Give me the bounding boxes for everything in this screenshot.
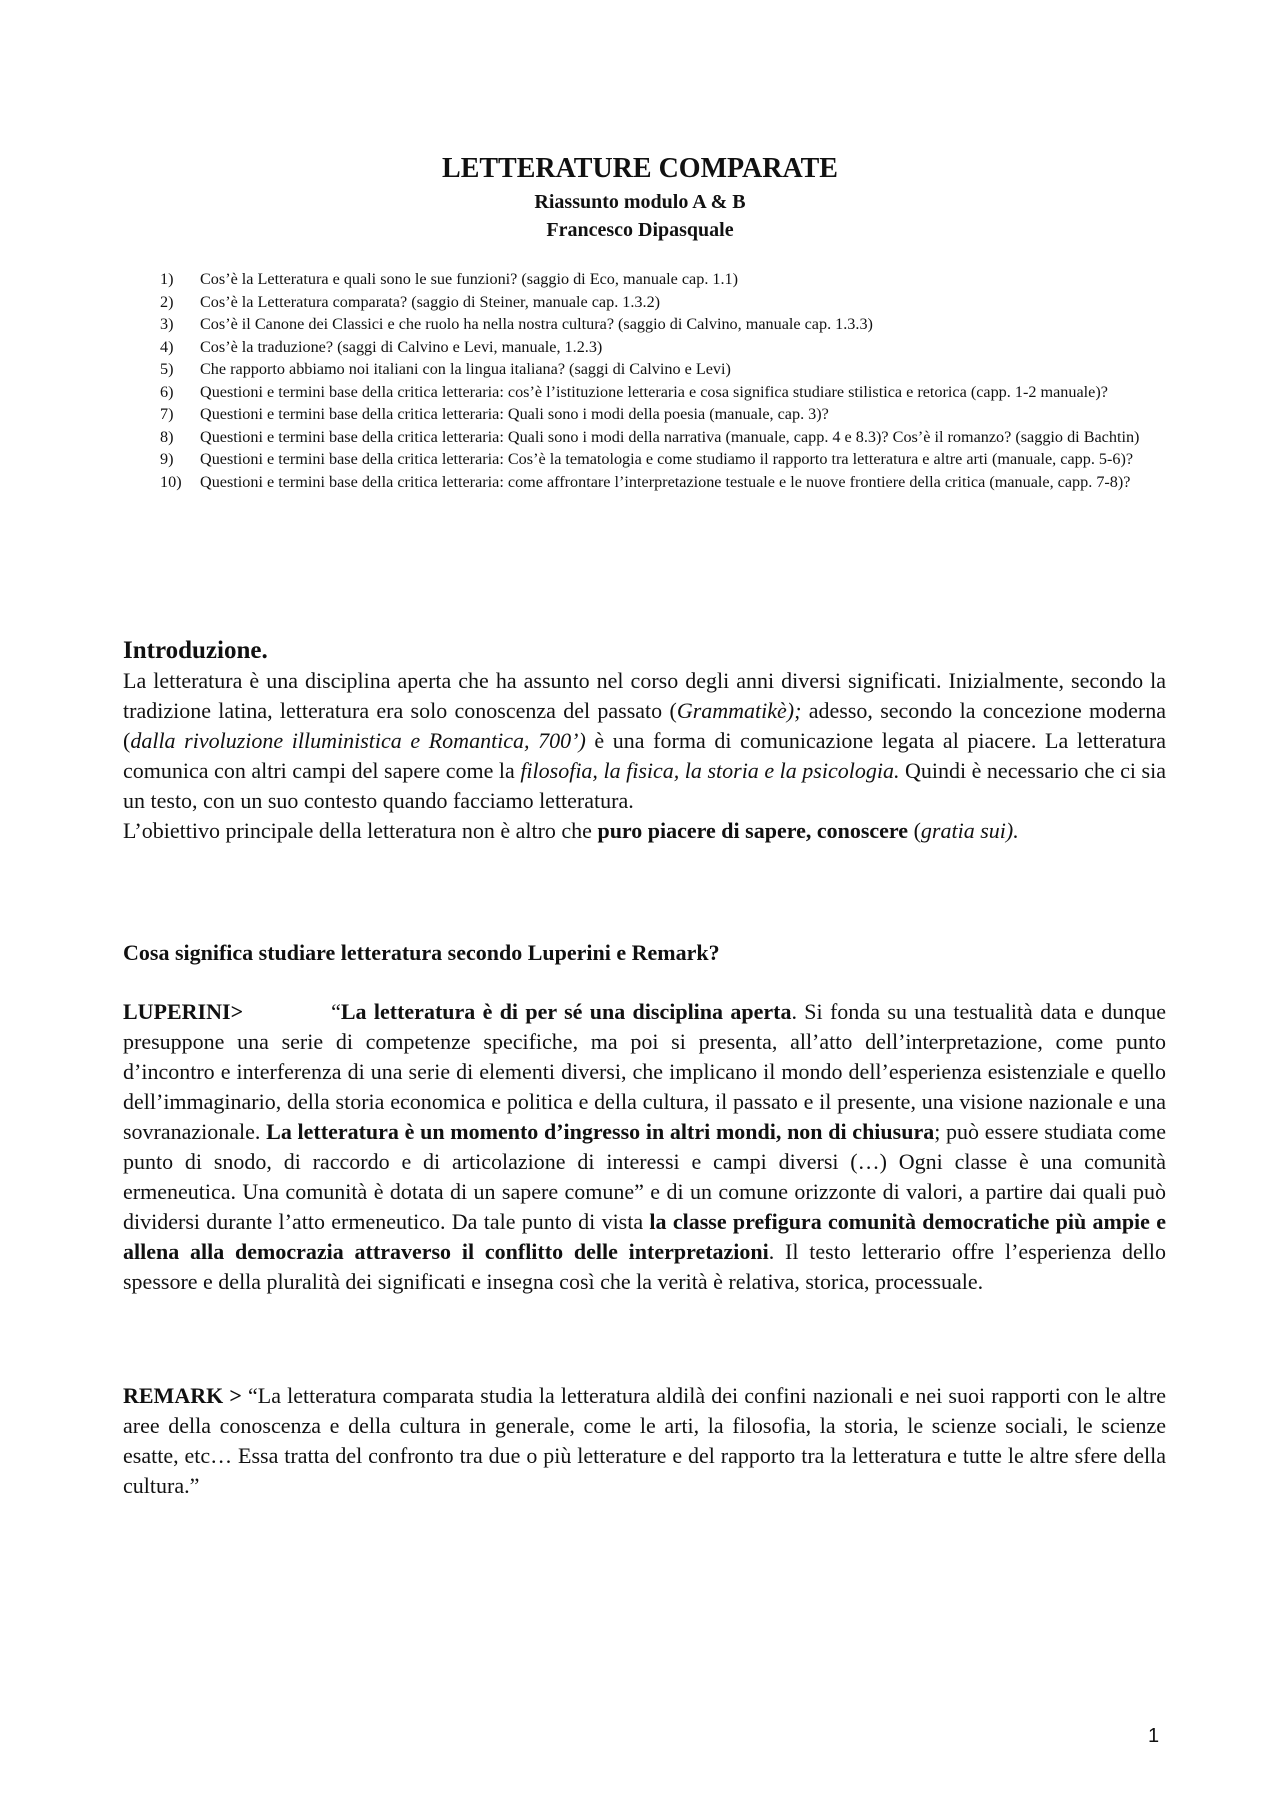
- intro-text: Quindi è necessario che ci sia un testo, con un suo contesto quando facciamo letteratura.: [123, 758, 1166, 813]
- luperini-bold-text: La letteratura è un momento d’ingresso in altri mondi, non di chiusura: [266, 1119, 935, 1144]
- list-item: [160, 381, 1150, 404]
- intro-italic-text: Grammatikè);: [676, 698, 802, 723]
- list-item: [160, 403, 1150, 426]
- list-item-text: Che rapporto abbiamo noi italiani con la lingua italiana? (saggi di Calvino e Levi): [200, 360, 731, 378]
- intro-paragraph: [123, 666, 1166, 846]
- remark-label: REMARK >: [123, 1383, 242, 1408]
- list-item-number: 1): [160, 270, 174, 288]
- list-item-text: Questioni e termini base della critica letteraria: come affrontare l’interpretazione testuale e le nuove frontiere della critica (manuale, capp. 7-8)?: [200, 472, 1131, 491]
- list-item-number: 7): [160, 405, 174, 423]
- list-item: [160, 426, 1150, 449]
- page-number: 1: [1148, 1725, 1160, 1747]
- intro-text: adesso, secondo la concezione moderna (: [123, 698, 1166, 753]
- list-item: [160, 448, 1150, 471]
- list-item-text: Questioni e termini base della critica letteraria: Quali sono i modi della poesia (manuale, cap. 3)?: [200, 405, 829, 423]
- luperini-text: ; può essere studiata come punto di snodo, di raccordo e di articolazione di interessi e campi diversi (…) Ogni classe è una comunità ermeneutica. Una comunità è dotata di un sapere comune” e di un comune orizzonte di valori, a partire dai quali può dividersi durante l’atto ermeneutico. Da tale punto di vista: [123, 1119, 1166, 1234]
- list-item-text: Cos’è il Canone dei Classici e che ruolo ha nella nostra cultura? (saggio di Calvino, manuale cap. 1.3.3): [200, 315, 873, 333]
- document-author: Francesco Dipasquale: [546, 219, 734, 241]
- intro-italic-text: gratia sui).: [920, 818, 1019, 843]
- document-subtitle: Riassunto modulo A & B: [534, 191, 746, 213]
- intro-italic-text: dalla rivoluzione illuministica e Romantica, 700’): [130, 728, 586, 753]
- luperini-paragraph: [123, 997, 1166, 1297]
- list-item: [160, 358, 1150, 381]
- remark-paragraph: [123, 1381, 1166, 1501]
- list-item-number: 10): [160, 472, 182, 491]
- list-item-number: 5): [160, 360, 174, 378]
- document-header: [0, 150, 1280, 244]
- list-item-text: Cos’è la traduzione? (saggi di Calvino e Levi, manuale, 1.2.3): [200, 337, 603, 356]
- intro-bold-text: puro piacere di sapere, conoscere: [597, 818, 909, 843]
- luperini-bold-text: La letteratura è di per sé una disciplina aperta: [340, 999, 792, 1024]
- intro-text: è una forma di comunicazione legata al piacere. La letteratura comunica con altri campi del sapere come la: [123, 728, 1166, 783]
- luperini-bold-text: la classe prefigura comunità democratiche più ampie e allena alla democrazia attraverso il conflitto delle interpretazioni: [123, 1209, 1166, 1264]
- list-item-number: 6): [160, 382, 174, 401]
- luperini-text: . Si fonda su una testualità data e dunque presuppone una serie di competenze specifiche, ma poi si presenta, all’atto dell’interpretazione, come punto d’incontro e interferenza di una serie di elementi diversi, che implicano il mondo dell’esperienza esistenziale e quello dell’immaginario, della storia economica e politica e della cultura, il passato e il presente, una visione nazionale e una sovranazionale.: [123, 999, 1166, 1144]
- list-item-number: 2): [160, 292, 174, 311]
- intro-text: (: [908, 818, 921, 843]
- section-question: Cosa significa studiare letteratura secondo Luperini e Remark?: [123, 940, 720, 965]
- list-item: [160, 291, 1150, 314]
- list-item-text: Cos’è la Letteratura comparata? (saggio di Steiner, manuale cap. 1.3.2): [200, 292, 661, 311]
- list-item-number: 4): [160, 337, 174, 356]
- list-item-number: 8): [160, 427, 174, 446]
- luperini-text: . Il testo letterario offre l’esperienza dello spessore e della pluralità dei significati e insegna così che la verità è relativa, storica, processuale.: [123, 1239, 1166, 1294]
- list-item: [160, 313, 1150, 336]
- intro-text: L’obiettivo principale della letteratura non è altro che: [123, 818, 598, 843]
- intro-italic-text: filosofia, la fisica, la storia e la psicologia.: [520, 758, 900, 783]
- list-item-text: Questioni e termini base della critica letteraria: cos’è l’istituzione letteraria e cosa significa studiare stilistica e retorica (capp. 1-2 manuale)?: [200, 382, 1108, 401]
- list-item: [160, 336, 1150, 359]
- intro-heading: Introduzione.: [123, 637, 268, 664]
- luperini-text: “: [331, 999, 341, 1024]
- list-item-text: Questioni e termini base della critica letteraria: Quali sono i modi della narrativa (manuale, capp. 4 e 8.3)? Cos’è il romanzo? (saggio di Bachtin): [200, 427, 1140, 446]
- list-item-number: 3): [160, 315, 174, 333]
- document-title: LETTERATURE COMPARATE: [442, 153, 838, 184]
- list-item-number: 9): [160, 450, 174, 468]
- list-item-text: Questioni e termini base della critica letteraria: Cos’è la tematologia e come studiamo il rapporto tra letteratura e altre arti (manuale, capp. 5-6)?: [200, 450, 1134, 468]
- list-item-text: Cos’è la Letteratura e quali sono le sue funzioni? (saggio di Eco, manuale cap. 1.1): [200, 270, 739, 288]
- list-item: [160, 471, 1150, 494]
- table-of-contents: [160, 268, 1150, 493]
- list-item: [160, 268, 1150, 291]
- luperini-label: LUPERINI>: [123, 999, 244, 1024]
- remark-text: “La letteratura comparata studia la letteratura aldilà dei confini nazionali e nei suoi rapporti con le altre aree della conoscenza e della cultura in generale, come le arti, la filosofia, la storia, le scienze sociali, le scienze esatte, etc… Essa tratta del confronto tra due o più letterature e del rapporto tra la letteratura e tutte le altre sfere della cultura.”: [123, 1383, 1167, 1498]
- intro-text: La letteratura è una disciplina aperta che ha assunto nel corso degli anni diversi significati. Inizialmente, secondo la tradizione latina, letteratura era solo conoscenza del passato (: [123, 668, 1166, 723]
